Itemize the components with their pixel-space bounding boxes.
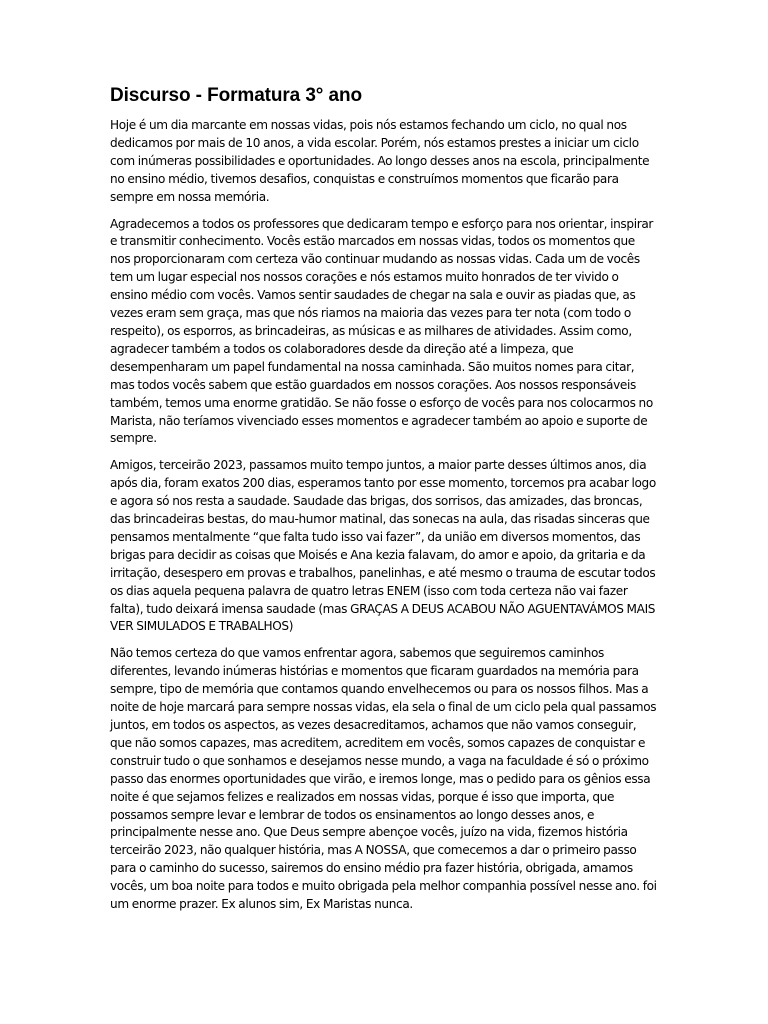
- paragraph-closing: Não temos certeza do que vamos enfrentar agora, sabemos que seguiremos caminhos diferentes, levando inúmeras histórias e momentos que ficaram guardados na memória para sempre, tipo de memória que contamos quando envelhecemos ou para os nossos filhos. Mas a noite de hoje marcará para sempre nossas vidas, ela sela o final de um ciclo pela qual passamos juntos, em todos os aspectos, as vezes desacreditamos, achamos que não vamos conseguir, que não somos capazes, mas acreditem, acreditem em vocês, somos capazes de conquistar e construir tudo o que sonhamos e desejamos nesse mundo, a vaga na faculdade é só o próximo passo das enormes oportunidades que virão, e iremos longe, mas o pedido para os gênios essa noite é que sejamos felizes e realizados em nossas vidas, porque é isso que importa, que possamos sempre levar e lembrar de todos os ensinamentos ao longo desses anos, e principalmente nesse ano. Que Deus sempre abençoe vocês, juízo na vida, fizemos história terceirão 2023, não qualquer história, mas A NOSSA, que comecemos a dar o primeiro passo para o caminho do sucesso, sairemos do ensino médio pra fazer história, obrigada, amamos vocês, um boa noite para todos e muito obrigada pela melhor companhia possível nesse ano. foi um enorme prazer. Ex alunos sim, Ex Maristas nunca.: [110, 646, 657, 912]
- paragraph-intro: Hoje é um dia marcante em nossas vidas, pois nós estamos fechando um ciclo, no qual nos dedicamos por mais de 10 anos, a vida escolar. Porém, nós estamos prestes a iniciar um ciclo com inúmeras possibilidades e oportunidades. Ao longo desses anos na escola, principalmente no ensino médio, tivemos desafios, conquistas e construímos momentos que ficarão para sempre em nossa memória.: [110, 118, 650, 204]
- paragraph-friends: Amigos, terceirão 2023, passamos muito tempo juntos, a maior parte desses últimos anos, dia após dia, foram exatos 200 dias, esperamos tanto por esse momento, torcemos pra acabar logo e agora só nos resta a saudade. Saudade das brigas, dos sorrisos, das amizades, das broncas, das brincadeiras bestas, do mau-humor matinal, das sonecas na aula, das risadas sinceras que pensamos mentalmente “que falta tudo isso vai fazer”, da união em diversos momentos, das brigas para decidir as coisas que Moisés e Ana kezia falavam, do amor e apoio, da gritaria e da irritação, desespero em provas e trabalhos, panelinhas, e até mesmo o trauma de escutar todos os dias aquela pequena palavra de quatro letras ENEM (isso com toda certeza não vai fazer falta), tudo deixará imensa saudade (mas GRAÇAS A DEUS ACABOU NÃO AGUENTAVÁMOS MAIS VER SIMULADOS E TRABALHOS): [110, 458, 656, 634]
- document-title: Discurso - Formatura 3° ano: [110, 85, 362, 106]
- document-page: [110, 84, 658, 923]
- paragraph-thanks: Agradecemos a todos os professores que dedicaram tempo e esforço para nos orientar, inspirar e transmitir conhecimento. Vocês estão marcados em nossas vidas, todos os momentos que nos proporcionaram com certeza vão continuar mudando as nossas vidas. Cada um de vocês tem um lugar especial nos nossos corações e nós estamos muito honrados de ter vivido o ensino médio com vocês. Vamos sentir saudades de chegar na sala e ouvir as piadas que, as vezes eram sem graça, mas que nós riamos na maioria das vezes para ter nota (com todo o respeito), os esporros, as brincadeiras, as músicas e as milhares de atividades. Assim como, agradecer também a todos os colaboradores desde da direção até a limpeza, que desempenharam um papel fundamental na nossa caminhada. São muitos nomes para citar, mas todos vocês sabem que estão guardados em nossos corações. Aos nossos responsáveis também, temos uma enorme gratidão. Se não fosse o esforço de vocês para nos colocarmos no Marista, não teríamos vivenciado esses momentos e agradecer também ao apoio e suporte de sempre.: [110, 216, 654, 446]
